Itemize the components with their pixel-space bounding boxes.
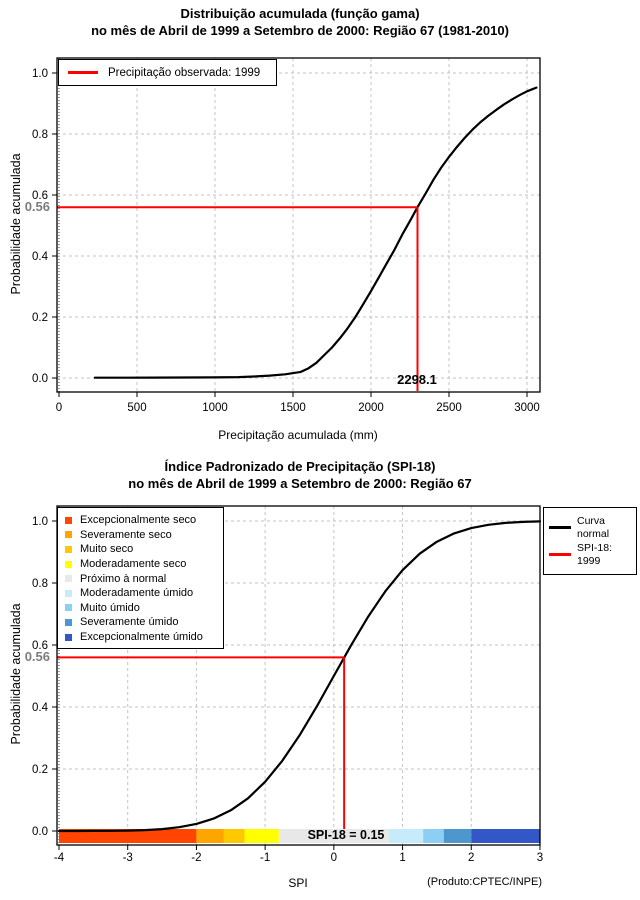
category-label: Moderadamente úmido	[80, 587, 194, 600]
spi-colorbar-segment	[423, 829, 444, 843]
spi-colorbar-segment	[444, 829, 471, 843]
category-label: Muito úmido	[80, 601, 140, 614]
chart1-title: Distribuição acumulada (função gama)	[180, 6, 420, 21]
x-tick-label: -1	[260, 852, 271, 864]
x-tick-label: 0	[55, 402, 63, 414]
category-label: Muito seco	[80, 543, 134, 556]
plot-border	[57, 58, 540, 392]
category-color-swatch	[65, 590, 72, 597]
y-tick-label: 0.2	[32, 764, 48, 776]
legend-item	[65, 630, 217, 645]
x-tick-label: 2	[468, 852, 475, 864]
x-tick-label: 0	[330, 852, 338, 864]
product-credit: (Produto:CPTEC/INPE)	[427, 876, 542, 888]
legend-item	[65, 601, 217, 616]
legend-line-label: Curva normal	[577, 515, 610, 540]
y-tick-label: 0.8	[32, 129, 48, 141]
x-tick-label: 3000	[514, 402, 540, 414]
x-tick-label: -2	[191, 852, 202, 864]
x-tick-label: 2500	[436, 402, 462, 414]
chart2-subtitle: no mês de Abril de 1999 a Setembro de 2000: Região 67	[128, 476, 472, 491]
chart1-probability-value: 0.56	[24, 199, 50, 214]
chart1-x-axis-title: Precipitação acumulada (mm)	[218, 428, 378, 442]
legend-item	[65, 615, 217, 630]
x-tick-label: 1500	[280, 402, 306, 414]
legend-item	[549, 515, 631, 540]
category-label: Severamente úmido	[80, 616, 179, 629]
category-label: Moderadamente seco	[80, 558, 187, 571]
legend-item	[65, 513, 217, 528]
spi-colorbar-segment	[224, 829, 245, 843]
category-color-swatch	[65, 604, 72, 611]
chart2-title: Índice Padronizado de Precipitação (SPI-18)	[164, 459, 436, 474]
category-color-swatch	[65, 575, 72, 582]
spi-colorbar-segment	[196, 829, 223, 843]
legend-item	[65, 586, 217, 601]
y-tick-label: 1.0	[32, 516, 48, 528]
category-label: Excepcionalmente seco	[80, 514, 197, 527]
chart2-line-legend	[543, 507, 637, 575]
y-tick-label: 0.4	[32, 251, 48, 263]
chart1-y-axis-title: Probabilidade acumulada	[9, 153, 23, 295]
chart2-probability-value: 0.56	[24, 649, 50, 664]
y-tick-label: 1.0	[32, 68, 48, 80]
y-tick-label: 0.6	[32, 640, 48, 652]
y-tick-label: 0.6	[32, 190, 48, 202]
category-color-swatch	[65, 634, 72, 641]
legend-item	[65, 557, 217, 572]
chart1-precipitation-value: 2298.1	[397, 372, 437, 387]
category-color-swatch	[65, 619, 72, 626]
legend-item	[65, 571, 217, 586]
legend-line-label: SPI-18: 1999	[577, 542, 613, 567]
spi-colorbar-segment	[245, 829, 279, 843]
x-tick-label: 3	[536, 852, 544, 864]
x-tick-label: 500	[127, 402, 147, 414]
chart1-legend	[58, 59, 277, 86]
legend-item	[65, 528, 217, 543]
y-tick-label: 0.2	[32, 312, 48, 324]
category-color-swatch	[65, 561, 72, 568]
chart2-x-axis-title: SPI	[288, 876, 308, 890]
category-label: Severamente seco	[80, 528, 172, 541]
gamma-cdf-chart	[32, 58, 540, 414]
y-tick-label: 0.4	[32, 702, 48, 714]
category-label: Próximo à normal	[80, 572, 167, 585]
y-tick-label: 0.8	[32, 578, 48, 590]
x-tick-label: 1000	[202, 402, 228, 414]
x-tick-label: -3	[122, 852, 133, 864]
chart1-legend-label: Precipitação observada: 1999	[108, 66, 261, 79]
legend-item	[65, 542, 217, 557]
category-color-swatch	[65, 531, 72, 538]
cdf-curve	[95, 88, 537, 378]
spi-colorbar-segment	[471, 829, 540, 843]
y-tick-label: 0.0	[32, 826, 48, 838]
x-tick-label: 1	[399, 852, 406, 864]
chart1-subtitle: no mês de Abril de 1999 a Setembro de 2000: Região 67 (1981-2010)	[91, 23, 509, 38]
line-swatch	[549, 526, 571, 529]
category-label: Excepcionalmente úmido	[80, 631, 203, 644]
x-tick-label: -4	[53, 852, 65, 864]
category-color-swatch	[65, 546, 72, 553]
red-line-swatch	[68, 71, 98, 74]
category-color-swatch	[65, 517, 72, 524]
y-tick-label: 0.0	[32, 373, 48, 385]
spi-value-label: SPI-18 = 0.15	[307, 828, 385, 842]
spi-category-legend	[57, 507, 224, 649]
line-swatch	[549, 553, 571, 556]
legend-item	[549, 542, 631, 567]
chart2-y-axis-title: Probabilidade acumulada	[9, 603, 23, 745]
x-tick-label: 2000	[358, 402, 384, 414]
